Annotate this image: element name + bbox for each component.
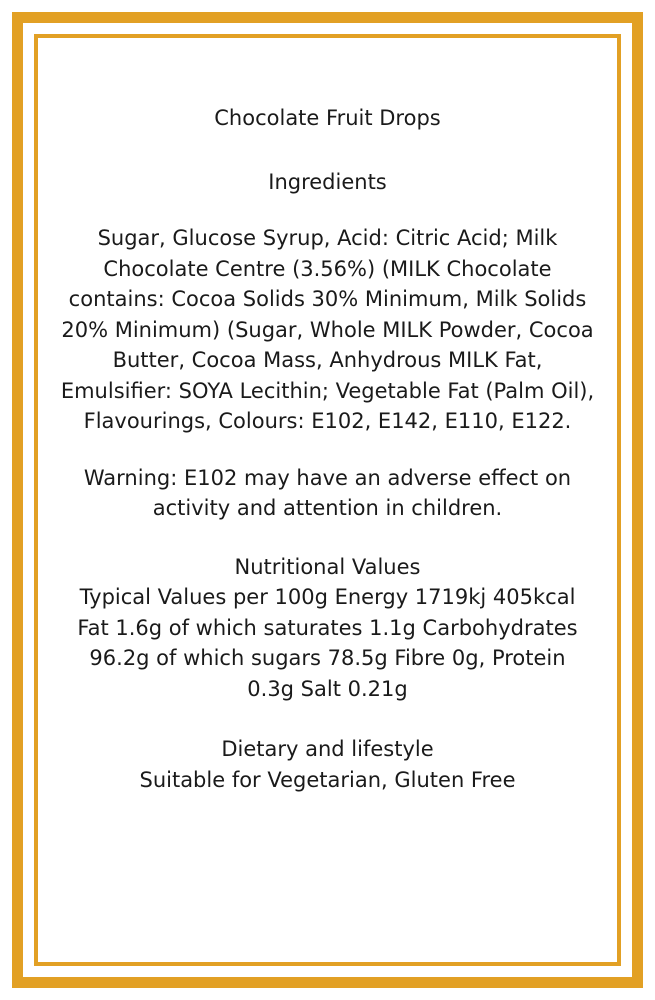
ingredients-text: Sugar, Glucose Syrup, Acid: Citric Acid; Milk Chocolate Centre (3.56%) (MILK Chocolate contains: Cocoa Solids 30% Minimum, Milk Solids 20% Minimum) (Sugar, Whole MILK Powder, Cocoa Butter, Cocoa Mass, Anhydrous MILK Fat, Emulsifier: SOYA Lecithin; Vegetable Fat (Palm Oil), Flavourings, Colours: E102, E142, E110, E122. [60, 226, 595, 433]
page-title: Chocolate Fruit Drops [214, 106, 441, 130]
dietary-text: Suitable for Vegetarian, Gluten Free [139, 767, 516, 792]
nutritional-values-heading: Nutritional Values [234, 554, 421, 579]
ingredients-heading: Ingredients [268, 170, 387, 194]
allergen-warning-text: Warning: E102 may have an adverse effect on activity and attention in children. [83, 465, 572, 520]
nutritional-values-text: Typical Values per 100g Energy 1719kj 405kcal Fat 1.6g of which saturates 1.1g Carbohydrates 96.2g of which sugars 78.5g Fibre 0g, Protein 0.3g Salt 0.21g [77, 585, 578, 701]
label-content [48, 48, 607, 952]
dietary-heading: Dietary and lifestyle [221, 737, 434, 761]
